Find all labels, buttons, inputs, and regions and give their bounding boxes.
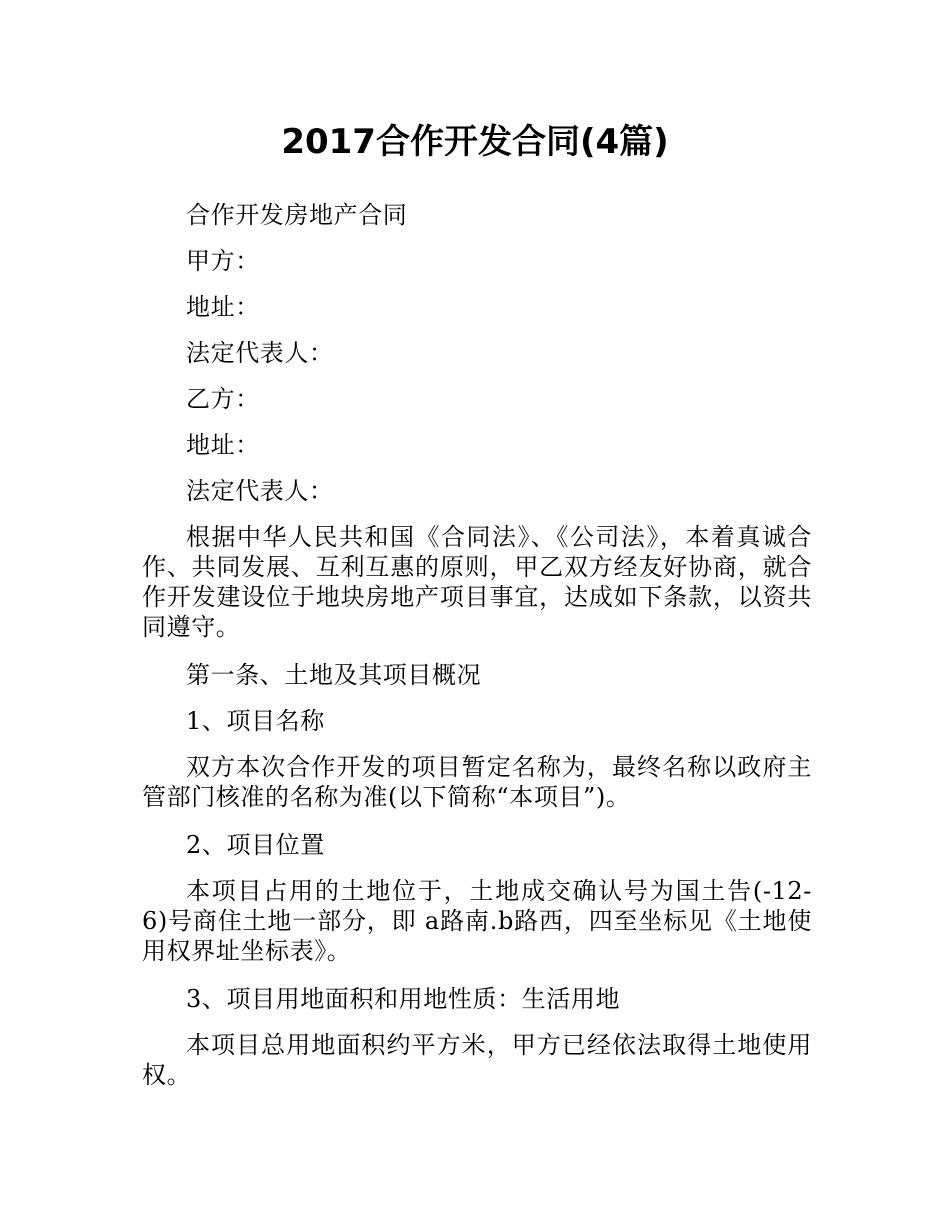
document-body <box>142 200 812 1108</box>
paragraph-party-b: 乙方： <box>186 385 260 413</box>
paragraph-item-2-heading: 2、项目位置 <box>186 831 325 859</box>
paragraph-party-b-address: 地址： <box>186 431 260 459</box>
paragraph-article-1-heading: 第一条、土地及其项目概况 <box>186 661 482 689</box>
paragraph-item-2-text: 本项目占用的土地位于，土地成交确认号为国土告(-12-6)号商住土地一部分，即 a路南.b路西，四至坐标见《土地使用权界址坐标表》。 <box>142 877 812 965</box>
paragraph-item-3-text: 本项目总用地面积约平方米，甲方已经依法取得土地使用权。 <box>142 1031 812 1089</box>
document-title: 2017合作开发合同(4篇) <box>281 122 669 162</box>
paragraph-contract-name: 合作开发房地产合同 <box>186 201 408 229</box>
paragraph-item-3-heading: 3、项目用地面积和用地性质：生活用地 <box>186 985 621 1013</box>
paragraph-item-1-heading: 1、项目名称 <box>186 707 325 735</box>
paragraph-party-a: 甲方： <box>186 247 260 275</box>
paragraph-party-a-representative: 法定代表人： <box>186 339 334 367</box>
paragraph-party-a-address: 地址： <box>186 293 260 321</box>
paragraph-preamble: 根据中华人民共和国《合同法》、《公司法》，本着真诚合作、共同发展、互利互惠的原则，甲乙双方经友好协商，就合作开发建设位于地块房地产项目事宜，达成如下条款，以资共同遵守。 <box>142 523 812 641</box>
paragraph-item-1-text: 双方本次合作开发的项目暂定名称为，最终名称以政府主管部门核准的名称为准(以下简称“本项目”)。 <box>142 753 812 811</box>
paragraph-party-b-representative: 法定代表人： <box>186 477 334 505</box>
